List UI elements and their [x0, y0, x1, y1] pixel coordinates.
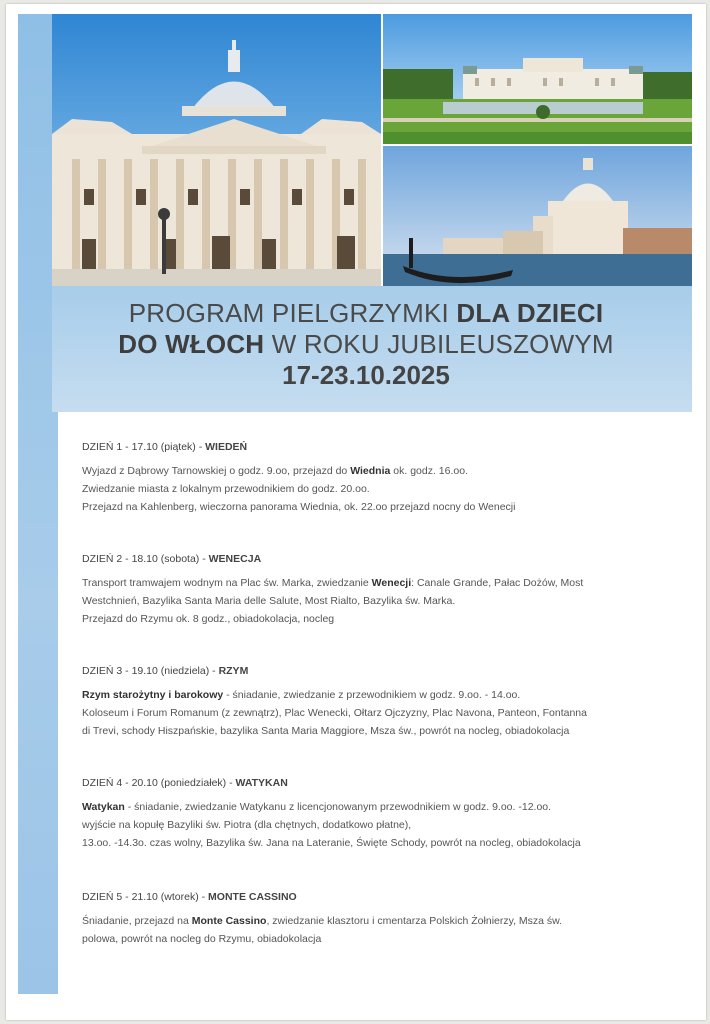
day-5-section	[82, 888, 672, 948]
day-2-section	[82, 550, 672, 628]
day-3-section	[82, 662, 672, 740]
day-1-line-1	[82, 462, 672, 480]
title-line-1	[52, 298, 680, 329]
photo-belvedere-palace	[383, 14, 692, 144]
day-5-header-text: DZIEŃ 5 - 21.10 (wtorek) -	[82, 891, 209, 903]
day-1-line-2: Zwiedzanie miasta z lokalnym przewodnikiem do godz. 20.oo.	[82, 483, 370, 495]
day-2-line-1a: Transport tramwajem wodnym na Plac św. Marka, zwiedzanie	[82, 577, 372, 589]
day-5-line-1	[82, 912, 672, 930]
day-2-header-text: DZIEŃ 2 - 18.10 (sobota) -	[82, 553, 209, 565]
title-line-2-regular: W ROKU JUBILEUSZOWYM	[264, 329, 614, 359]
day-1-place: WIEDEŃ	[205, 441, 248, 453]
day-5-line-1b: Monte Cassino	[191, 915, 267, 927]
day-2-line-3: Przejazd do Rzymu ok. 8 godz., obiadokolacja, nocleg	[82, 613, 335, 625]
day-3-line-1b: Rzym starożytny i barokowy	[82, 689, 224, 701]
day-4-line-3: 13.oo. -14.3o. czas wolny, Bazylika św. Jana na Lateranie, Święte Schody, powrót na nocleg, obiadokolacja	[82, 837, 581, 849]
day-5-place: MONTE CASSINO	[208, 891, 297, 903]
day-1-line-1c: ok. godz. 16.oo.	[390, 465, 468, 477]
day-5-line-1c: , zwiedzanie klasztoru i cmentarza Polskich Żołnierzy, Msza św.	[266, 915, 563, 927]
title-line-1-bold: DLA DZIECI	[456, 298, 604, 328]
day-2-line-2: Westchnień, Bazylika Santa Maria delle Salute, Most Rialto, Bazylika św. Marka.	[82, 595, 456, 607]
day-4-line-1b: Watykan	[82, 801, 125, 813]
day-3-line-3: di Trevi, schody Hiszpańskie, bazylika Santa Maria Maggiore, Msza św., powrót na nocleg, obiadokolacja	[82, 725, 570, 737]
day-3-line-1	[82, 686, 672, 704]
day-4-header	[82, 774, 672, 792]
document-title	[52, 298, 680, 391]
title-line-1-regular: PROGRAM PIELGRZYMKI	[128, 298, 457, 328]
day-4-header-text: DZIEŃ 4 - 20.10 (poniedziałek) -	[82, 777, 236, 789]
day-4-line-1	[82, 798, 672, 816]
day-4-line-2: wyjście na kopułę Bazyliki św. Piotra (dla chętnych, dodatkowo płatne),	[82, 819, 412, 831]
day-2-place: WENECJA	[208, 553, 262, 565]
day-4-place: WATYKAN	[235, 777, 288, 789]
day-2-line-1	[82, 574, 672, 592]
photo-st-peters-basilica	[52, 14, 381, 286]
day-2-line-1b: Wenecji	[371, 577, 412, 589]
itinerary-content	[60, 412, 692, 994]
day-3-line-1c: - śniadanie, zwiedzanie z przewodnikiem w godz. 9.oo. - 14.oo.	[223, 689, 521, 701]
title-line-2-bold: DO WŁOCH	[118, 329, 265, 359]
day-3-header	[82, 662, 672, 680]
day-1-line-1b: Wiednia	[350, 465, 391, 477]
day-5-header	[82, 888, 672, 906]
day-1-section	[82, 438, 672, 516]
title-line-2	[52, 329, 680, 360]
day-2-line-1c: : Canale Grande, Pałac Dożów, Most	[411, 577, 584, 589]
day-4-section	[82, 774, 672, 852]
day-3-place: RZYM	[218, 665, 249, 677]
day-3-header-text: DZIEŃ 3 - 19.10 (niedziela) -	[82, 665, 219, 677]
day-1-header-text: DZIEŃ 1 - 17.10 (piątek) -	[82, 441, 206, 453]
photo-collage	[52, 14, 692, 286]
day-1-line-3: Przejazd na Kahlenberg, wieczorna panorama Wiednia, ok. 22.oo przejazd nocny do Wenecji	[82, 501, 516, 513]
day-1-line-1a: Wyjazd z Dąbrowy Tarnowskiej o godz. 9.oo, przejazd do	[82, 465, 351, 477]
day-2-header	[82, 550, 672, 568]
title-dates: 17-23.10.2025	[282, 360, 450, 390]
day-1-header	[82, 438, 672, 456]
photo-venice-gondola	[383, 146, 692, 286]
day-4-line-1c: - śniadanie, zwiedzanie Watykanu z licencjonowanym przewodnikiem w godz. 9.oo. -12.oo.	[124, 801, 552, 813]
day-3-line-2: Koloseum i Forum Romanum (z zewnątrz), Plac Wenecki, Ołtarz Ojczyzny, Plac Navona, Panteon, Fontanna	[82, 707, 587, 719]
day-5-line-1a: Śniadanie, przejazd na	[82, 915, 192, 927]
day-5-line-2: polowa, powrót na nocleg do Rzymu, obiadokolacja	[82, 933, 322, 945]
